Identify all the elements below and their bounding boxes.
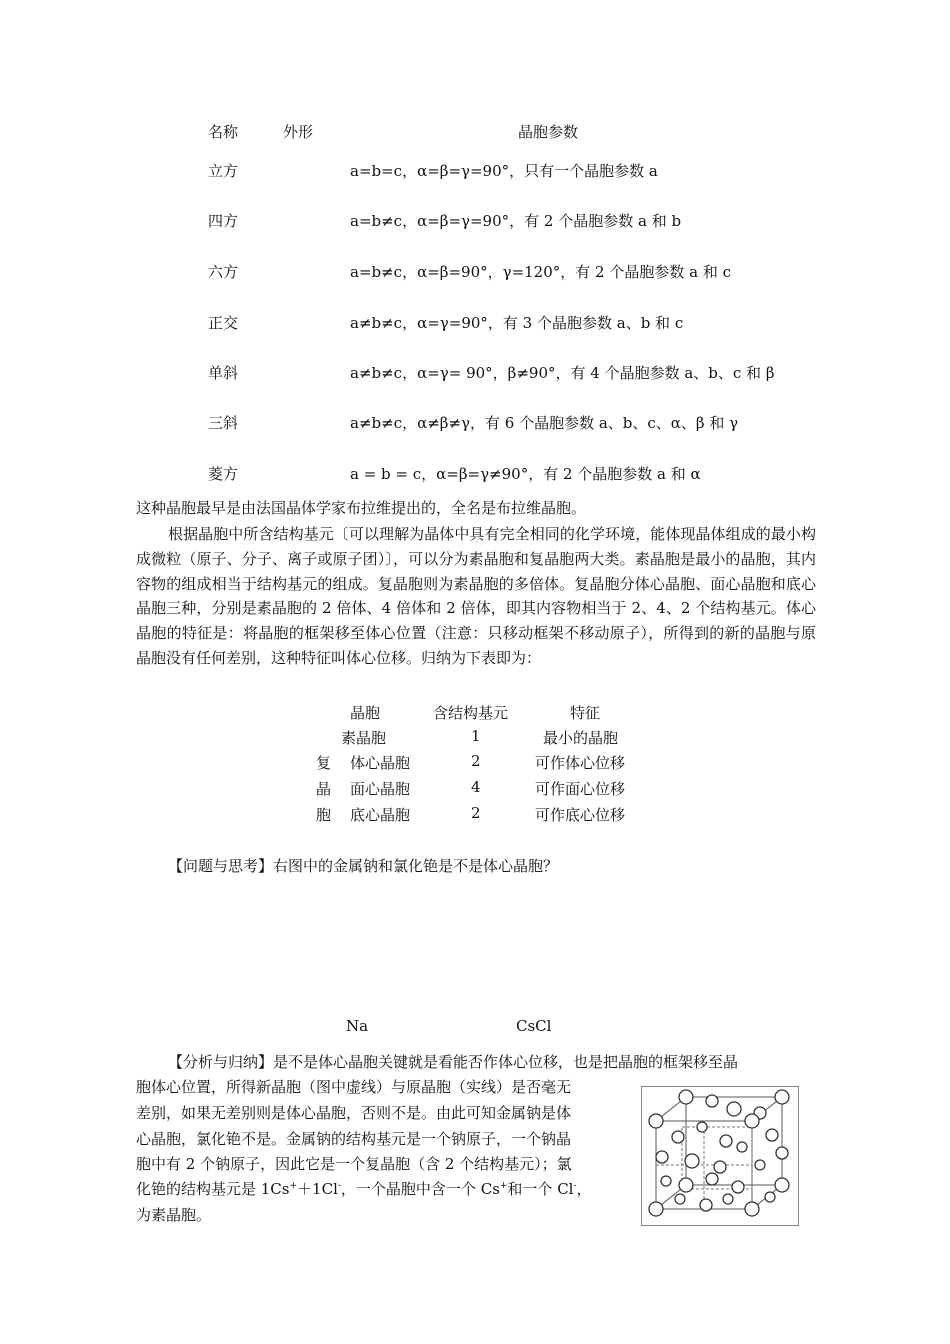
row-name: 单斜	[208, 364, 239, 382]
paragraph-bravais: 这种晶胞最早是由法国晶体学家布拉维提出的，全名是布拉维晶胞。	[136, 499, 587, 517]
analysis-text: ，	[576, 1180, 592, 1198]
header-units: 含结构基元	[433, 704, 509, 722]
row-name: 立方	[208, 162, 239, 180]
header-feature: 特征	[570, 704, 601, 722]
row-params: a=b=c，α=β=γ=90°，只有一个晶胞参数 a	[350, 162, 658, 180]
cell-name: 底心晶胞	[350, 806, 411, 824]
row-params: a≠b≠c，α=γ= 90°，β≠90°，有 4 个晶胞参数 a、b、c 和 β	[350, 364, 775, 382]
group-label: 晶	[316, 780, 332, 798]
row-name: 三斜	[208, 414, 239, 432]
cell-feature: 可作体心位移	[535, 754, 626, 772]
row-name: 四方	[208, 212, 239, 230]
group-label: 胞	[316, 806, 332, 824]
header-name: 名称	[208, 123, 239, 141]
row-name: 菱方	[208, 465, 239, 483]
cell-name: 面心晶胞	[350, 780, 411, 798]
row-params: a=b≠c，α=β=γ=90°，有 2 个晶胞参数 a 和 b	[350, 212, 682, 230]
analysis-line: 胞体心位置，所得新晶胞（图中虚线）与原晶胞（实线）是否毫无	[136, 1078, 572, 1096]
crystal-lattice-diagram	[642, 1087, 798, 1225]
crystal-structure-figure	[641, 1086, 799, 1226]
cation-sup: +	[499, 1181, 508, 1191]
analysis-text: 化铯的结构基元是 1Cs	[136, 1180, 290, 1198]
anion-sup: -	[337, 1181, 341, 1191]
row-params: a=b≠c，α=β=90°，γ=120°，有 2 个晶胞参数 a 和 c	[350, 263, 731, 281]
cell-units: 1	[471, 727, 481, 745]
question-text: 【问题与思考】右图中的金属钠和氯化铯是不是体心晶胞？	[168, 857, 559, 875]
cell-name: 体心晶胞	[350, 754, 411, 772]
header-cell: 晶胞	[350, 704, 381, 722]
cation-sup: +	[289, 1181, 298, 1191]
cell-units: 2	[471, 804, 481, 822]
analysis-line: 胞中有 2 个钠原子，因此它是一个复晶胞（含 2 个结构基元）；氯	[136, 1155, 572, 1173]
cell-feature: 最小的晶胞	[543, 729, 619, 747]
header-params: 晶胞参数	[518, 123, 579, 141]
label-cscl: CsCl	[516, 1017, 552, 1035]
label-na: Na	[346, 1017, 369, 1035]
row-params: a = b = c，α=β=γ≠90°，有 2 个晶胞参数 a 和 α	[350, 465, 701, 483]
row-params: a≠b≠c，α≠β≠γ，有 6 个晶胞参数 a、b、c、α、β 和 γ	[350, 414, 739, 432]
analysis-text: ＋1Cl	[297, 1180, 338, 1198]
cell-units: 2	[471, 752, 481, 770]
analysis-text: 和一个 Cl	[507, 1180, 574, 1198]
analysis-line: 心晶胞，氯化铯不是。金属钠的结构基元是一个钠原子，一个钠晶	[136, 1130, 572, 1148]
group-label: 复	[316, 754, 332, 772]
row-name: 正交	[208, 314, 239, 332]
analysis-line	[136, 1178, 592, 1199]
analysis-text: ，一个晶胞中含一个 Cs	[340, 1180, 500, 1198]
analysis-line: 【分析与归纳】是不是体心晶胞关键就是看能否作体心位移，也是把晶胞的框架移至晶	[168, 1053, 739, 1071]
analysis-line: 差别，如果无差别则是体心晶胞，否则不是。由此可知金属钠是体	[136, 1104, 572, 1122]
cell-feature: 可作面心位移	[535, 780, 626, 798]
cell-feature: 可作底心位移	[535, 806, 626, 824]
anion-sup: -	[573, 1181, 577, 1191]
paragraph-cell-types: 根据晶胞中所含结构基元〔可以理解为晶体中具有完全相同的化学环境，能体现晶体组成的最小构成微粒（原子、分子、离子或原子团）〕，可以分为素晶胞和复晶胞两大类。素晶胞是最小的晶胞，其内容物的组成相当于结构基元的组成。复晶胞则为素晶胞的多倍体。复晶胞分体心晶胞、面心晶胞和底心晶胞三种，分别是素晶胞的 2 倍体、4 倍体和 2 倍体，即其内容物相当于 2、4、2 个结构基元。体心晶胞的特征是：将晶胞的框架移至体心位置（注意：只移动框架不移动原子），所得到的新的晶胞与原晶胞没有任何差别，这种特征叫体心位移。归纳为下表即为：	[136, 525, 816, 667]
cell-units: 4	[471, 778, 481, 796]
analysis-line: 为素晶胞。	[136, 1206, 212, 1224]
row-name: 六方	[208, 263, 239, 281]
cell-name: 素晶胞	[341, 729, 387, 747]
header-shape: 外形	[283, 123, 314, 141]
row-params: a≠b≠c，α=γ=90°，有 3 个晶胞参数 a、b 和 c	[350, 314, 684, 332]
